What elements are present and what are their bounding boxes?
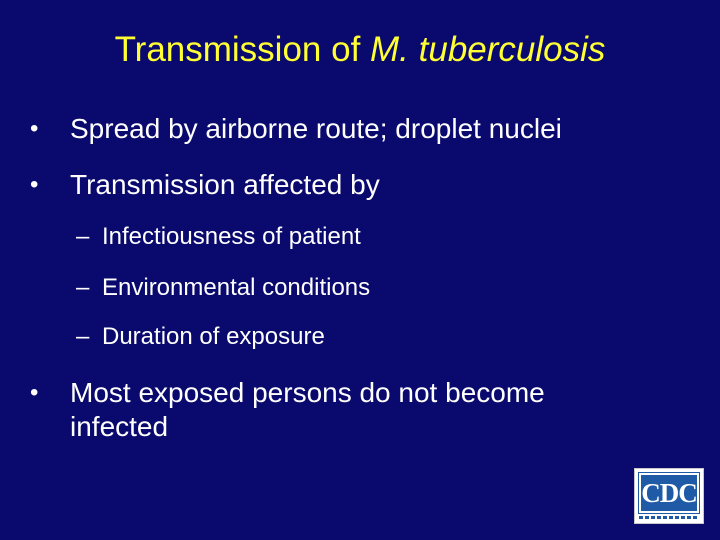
bullet-text: Transmission affected by [70,169,380,200]
sub-bullet-item [76,322,325,352]
sub-bullet-text: Duration of exposure [102,323,325,350]
bullet-item [30,168,650,202]
sub-bullet-item [76,222,361,252]
cdc-logo [634,468,704,524]
cdc-logo-mark: CDC [639,473,699,513]
bullet-marker: • [30,379,39,406]
sub-bullet-item [76,273,370,303]
sub-bullet-marker: – [76,223,90,250]
sub-bullet-marker: – [76,274,90,301]
bullet-marker: • [30,115,39,142]
bullet-text: Most exposed persons do not become infected [70,377,545,442]
cdc-logo-tagline-bar [639,516,699,519]
bullet-text: Spread by airborne route; droplet nuclei [70,113,562,144]
sub-bullet-text: Environmental conditions [102,274,371,301]
slide-title [0,28,720,72]
bullet-item [30,112,650,146]
title-organism-name: M. tuberculosis [370,30,606,69]
title-text: Transmission of [114,30,371,69]
sub-bullet-marker: – [76,323,90,350]
sub-bullet-text: Infectiousness of patient [102,223,361,250]
bullet-item [30,376,650,444]
bullet-marker: • [30,171,39,198]
